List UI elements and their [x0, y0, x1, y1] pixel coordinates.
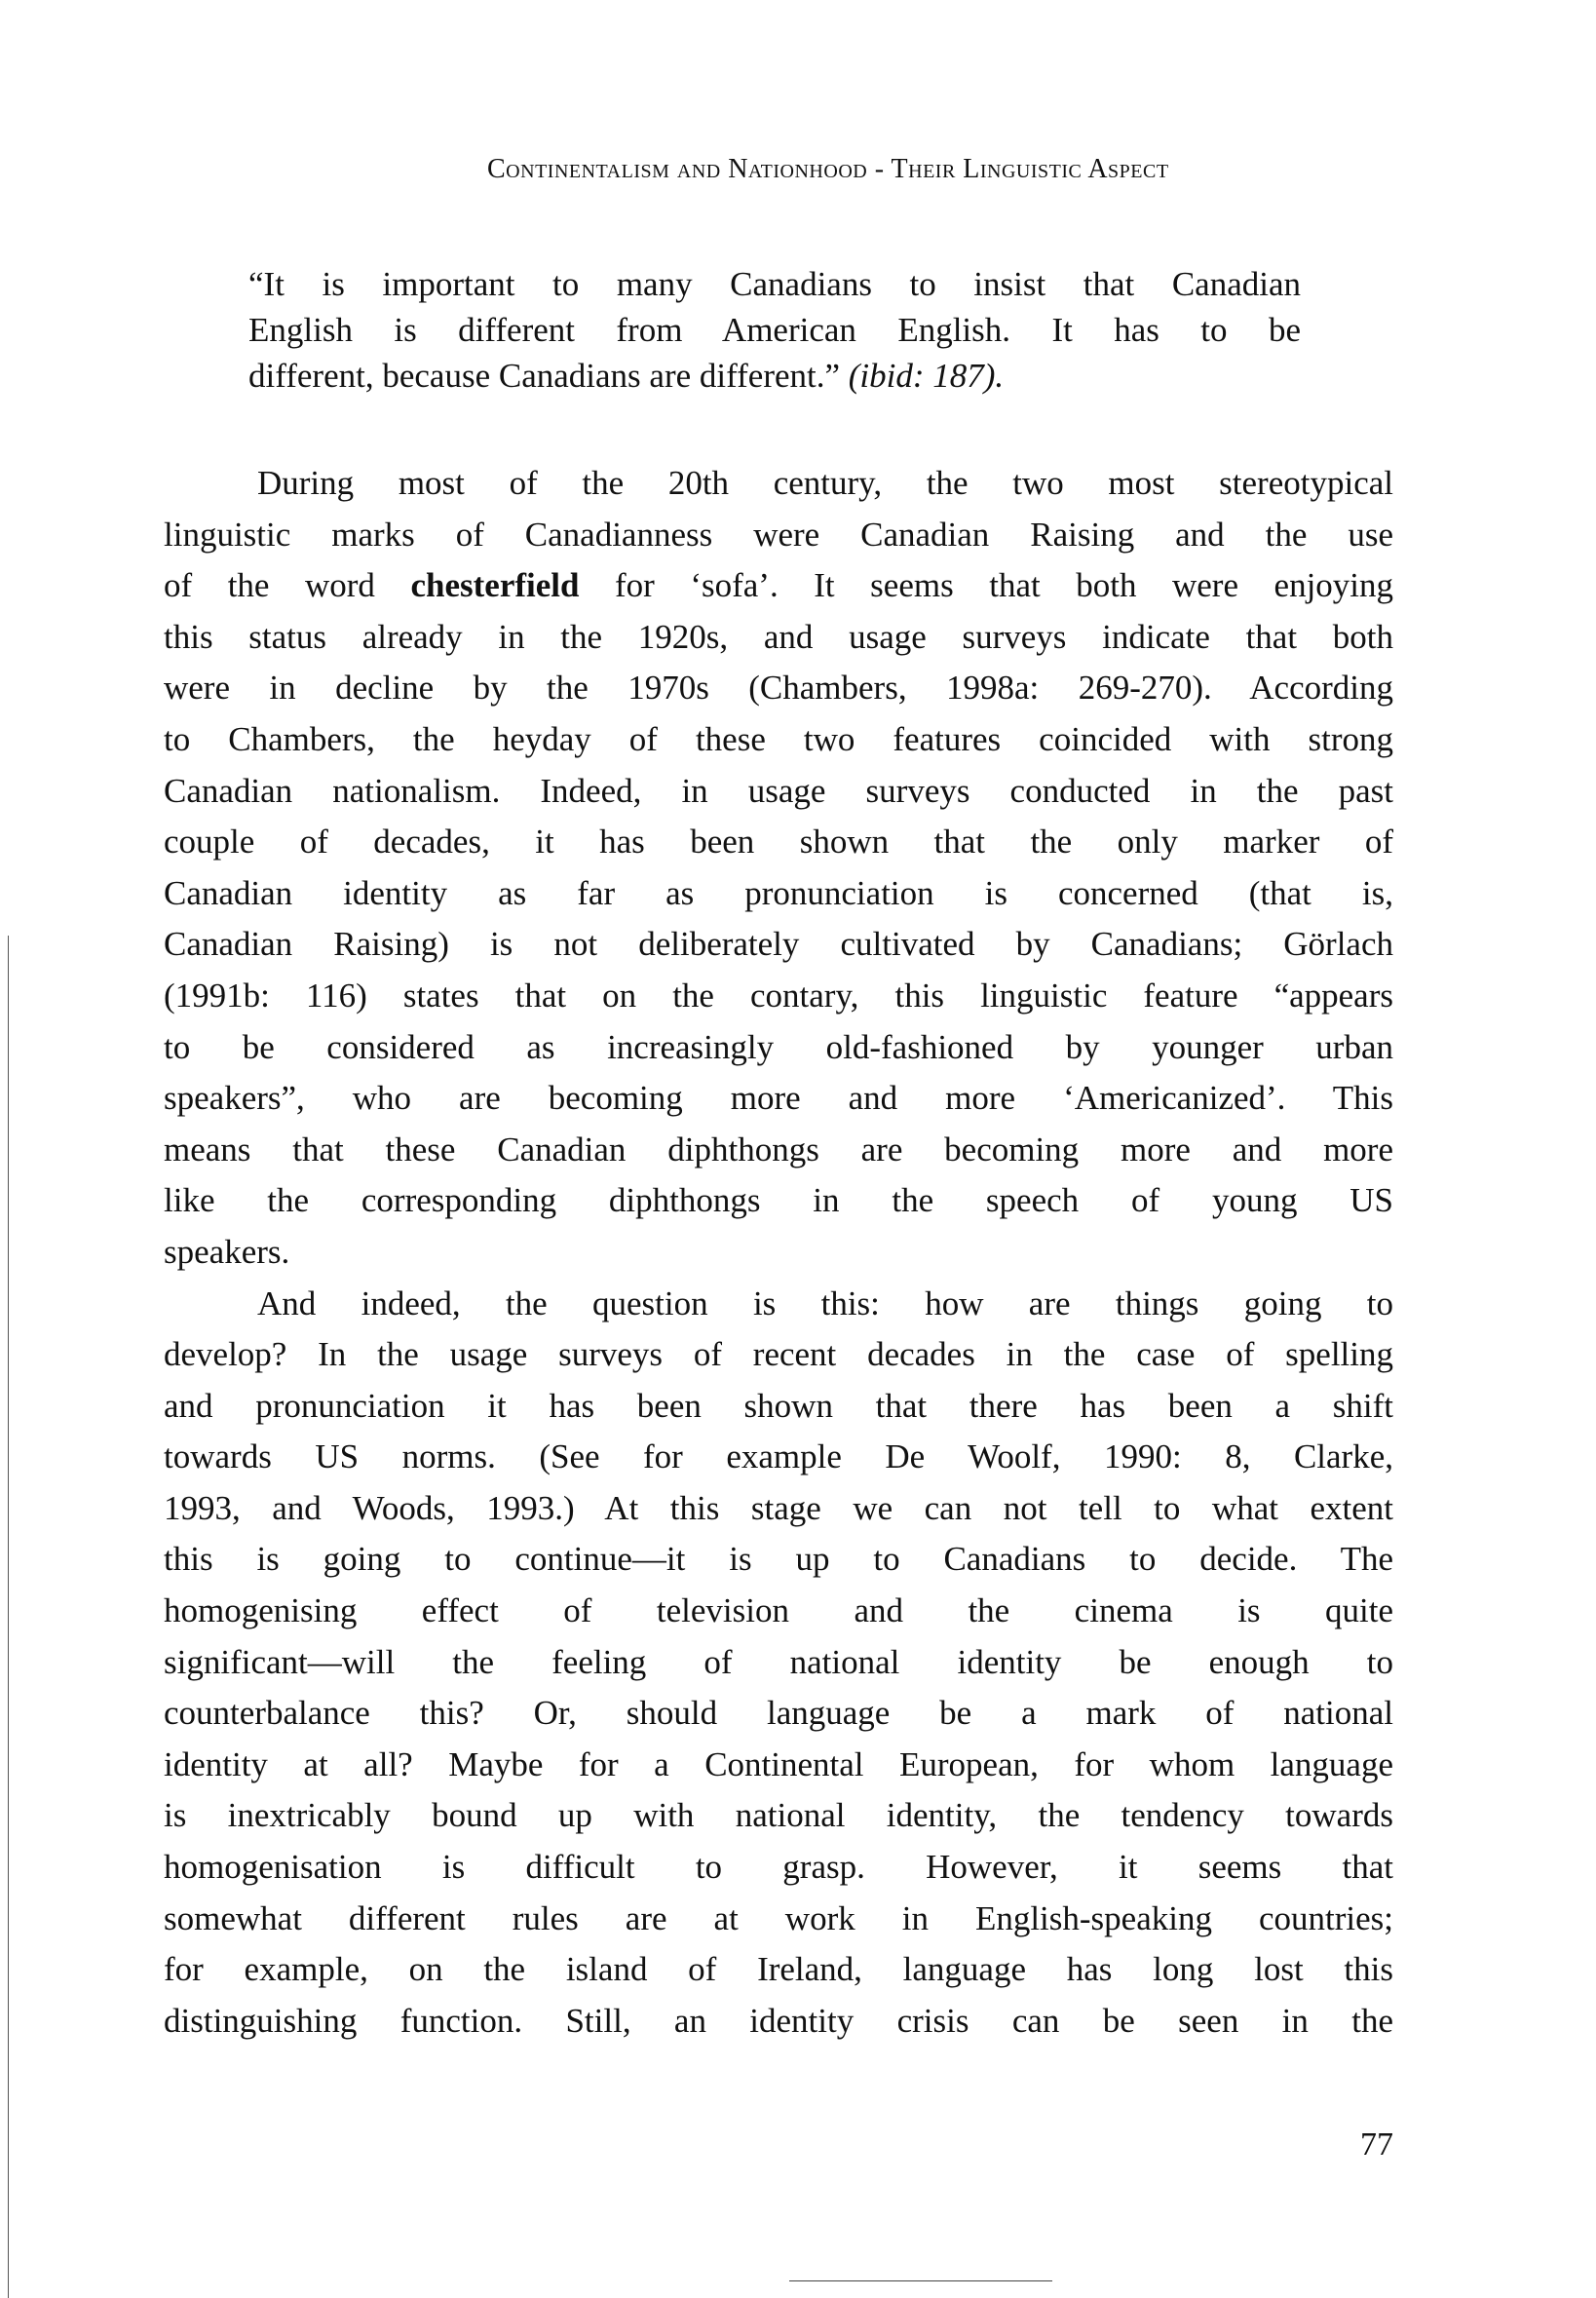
- text-line: couple of decades, it has been shown that the only marker of: [164, 823, 1393, 862]
- body-text: [164, 458, 1393, 2047]
- text-line: were in decline by the 1970s (Chambers, 1998a: 269-270). According: [164, 669, 1393, 708]
- quote-line-last: [248, 353, 1301, 399]
- text-line: to Chambers, the heyday of these two features coincided with strong: [164, 719, 1393, 758]
- text-line: Canadian identity as far as pronunciation is concerned (that is,: [164, 873, 1393, 912]
- term-chesterfield: chesterfield: [410, 566, 580, 605]
- text-line: During most of the 20th century, the two most stereotypical: [257, 464, 1393, 502]
- text-line: to be considered as increasingly old-fashioned by younger urban: [164, 1027, 1393, 1066]
- text-line: like the corresponding diphthongs in the speech of young US: [164, 1181, 1393, 1220]
- text-line: towards US norms. (See for example De Woolf, 1990: 8, Clarke,: [164, 1437, 1393, 1476]
- text-line: speakers”, who are becoming more and more ‘Americanized’. This: [164, 1079, 1393, 1118]
- text-line: (1991b: 116) states that on the contary, this linguistic feature “appears: [164, 976, 1393, 1015]
- quote-citation: (ibid: 187).: [848, 357, 1005, 395]
- bottom-rule: [789, 2280, 1052, 2281]
- text-line: somewhat different rules are at work in English-speaking countries;: [164, 1898, 1393, 1937]
- page-edge-line: [8, 936, 9, 2298]
- text-fragment: of the word: [164, 566, 375, 605]
- quote-line: different, because Canadians are different.”: [248, 357, 841, 395]
- text-line: this status already in the 1920s, and usage surveys indicate that both: [164, 617, 1393, 656]
- block-quote: [248, 261, 1301, 399]
- text-line: distinguishing function. Still, an identity crisis can be seen in the: [164, 2001, 1393, 2040]
- text-line: means that these Canadian diphthongs are becoming more and more: [164, 1130, 1393, 1168]
- text-line: identity at all? Maybe for a Continental European, for whom language: [164, 1744, 1393, 1783]
- text-line: counterbalance this? Or, should language be a mark of national: [164, 1694, 1393, 1733]
- text-line: Canadian Raising) is not deliberately cultivated by Canadians; Görlach: [164, 925, 1393, 964]
- text-line: 1993, and Woods, 1993.) At this stage we can not tell to what extent: [164, 1488, 1393, 1527]
- text-line: And indeed, the question is this: how are things going to: [257, 1283, 1393, 1322]
- text-line: develop? In the usage surveys of recent decades in the case of spelling: [164, 1335, 1393, 1374]
- text-line: homogenising effect of television and the cinema is quite: [164, 1591, 1393, 1630]
- page-number: 77: [1360, 2126, 1393, 2163]
- text-line: for example, on the island of Ireland, language has long lost this: [164, 1950, 1393, 1989]
- text-fragment: for ‘sofa’. It seems that both were enjoying: [615, 566, 1394, 605]
- text-line: linguistic marks of Canadianness were Canadian Raising and the use: [164, 515, 1393, 554]
- text-line: [164, 560, 1393, 612]
- text-line: Canadian nationalism. Indeed, in usage surveys conducted in the past: [164, 771, 1393, 810]
- text-line: and pronunciation it has been shown that there has been a shift: [164, 1386, 1393, 1425]
- text-line: this is going to continue—it is up to Canadians to decide. The: [164, 1540, 1393, 1579]
- text-line: homogenisation is difficult to grasp. However, it seems that: [164, 1848, 1393, 1887]
- quote-line: English is different from American English. It has to be: [248, 311, 1301, 349]
- text-line: speakers.: [164, 1232, 290, 1271]
- quote-line: “It is important to many Canadians to insist that Canadian: [248, 265, 1301, 303]
- running-head: Continentalism and Nationhood - Their Linguistic Aspect: [487, 154, 1169, 184]
- text-line: significant—will the feeling of national identity be enough to: [164, 1642, 1393, 1681]
- text-line: is inextricably bound up with national identity, the tendency towards: [164, 1796, 1393, 1835]
